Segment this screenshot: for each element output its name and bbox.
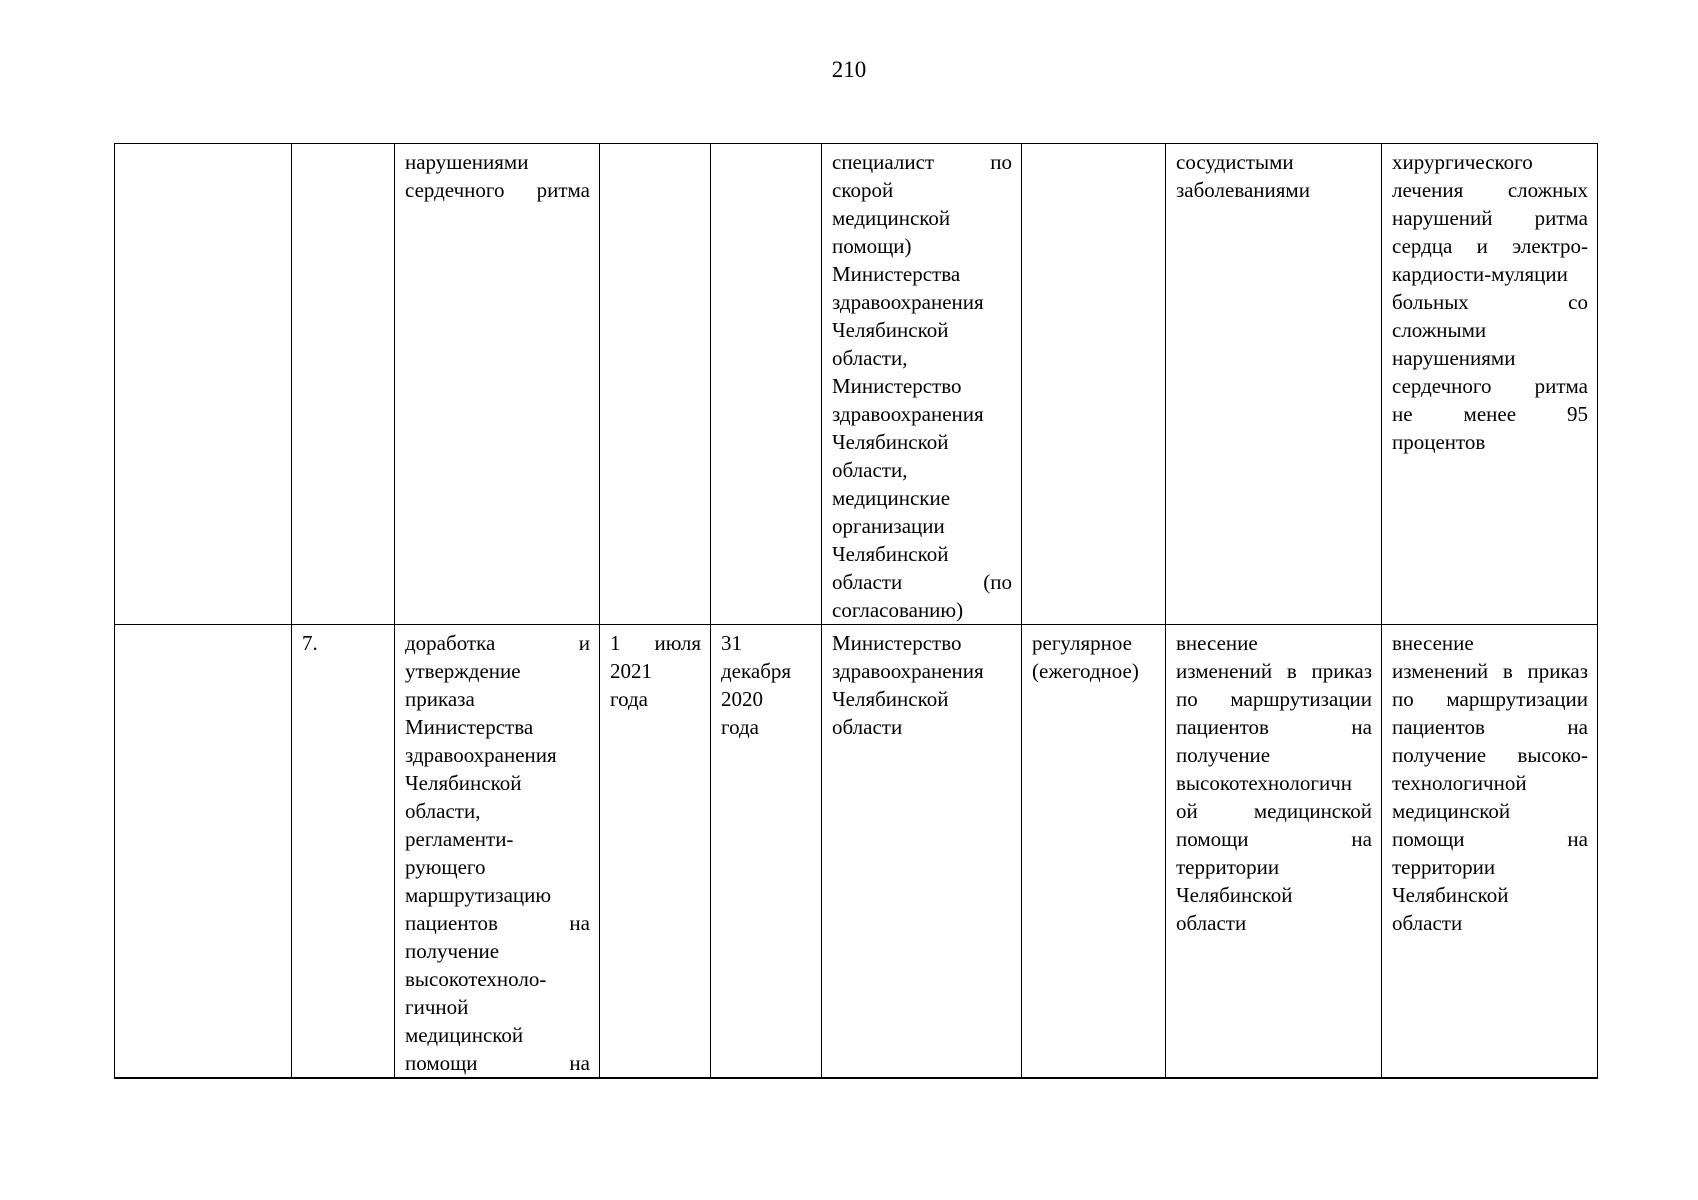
cell-start-date: 1 июля 2021 года <box>600 625 711 1079</box>
cell-subnumber <box>292 144 395 625</box>
cell-action: доработка и утверждение приказа Министерства здравоохранения Челябинской области, регламенти- рующего маршрутизацию пациентов на получение высокотехноло- гичной медицинской помощи на <box>395 625 600 1079</box>
cell-result: внесение изменений в приказ по маршрутизации пациентов на получение высокотехнологичн ой медицинской помощи на территории Челябинской области <box>1166 625 1382 1079</box>
cell-indicator: хирургического лечения сложных нарушений ритма сердца и электро- кардиости-муляции больных со сложными нарушениями сердечного ритма не менее 95 процентов <box>1382 144 1598 625</box>
cell-subnumber: 7. <box>292 625 395 1079</box>
cell-end-date <box>711 144 822 625</box>
cell-responsible: Министерство здравоохранения Челябинской области <box>822 625 1022 1079</box>
cell-start-date <box>600 144 711 625</box>
cell-type <box>1022 144 1166 625</box>
table-row <box>115 625 1598 1079</box>
cell-number <box>115 144 292 625</box>
cell-result: сосудистыми заболеваниями <box>1166 144 1382 625</box>
plan-table <box>114 143 1598 1079</box>
cell-type: регулярное (ежегодное) <box>1022 625 1166 1079</box>
cell-indicator: внесение изменений в приказ по маршрутизации пациентов на получение высоко- технологичной медицинской помощи на территории Челябинской области <box>1382 625 1598 1079</box>
cell-action: нарушениями сердечного ритма <box>395 144 600 625</box>
cell-responsible: специалист по скорой медицинской помощи) Министерства здравоохранения Челябинской области, Министерство здравоохранения Челябинской области, медицинские организации Челябинской области (по согласованию) <box>822 144 1022 625</box>
cell-end-date: 31 декабря 2020 года <box>711 625 822 1079</box>
cell-number <box>115 625 292 1079</box>
page-number: 210 <box>831 57 867 82</box>
table-row <box>115 144 1598 625</box>
